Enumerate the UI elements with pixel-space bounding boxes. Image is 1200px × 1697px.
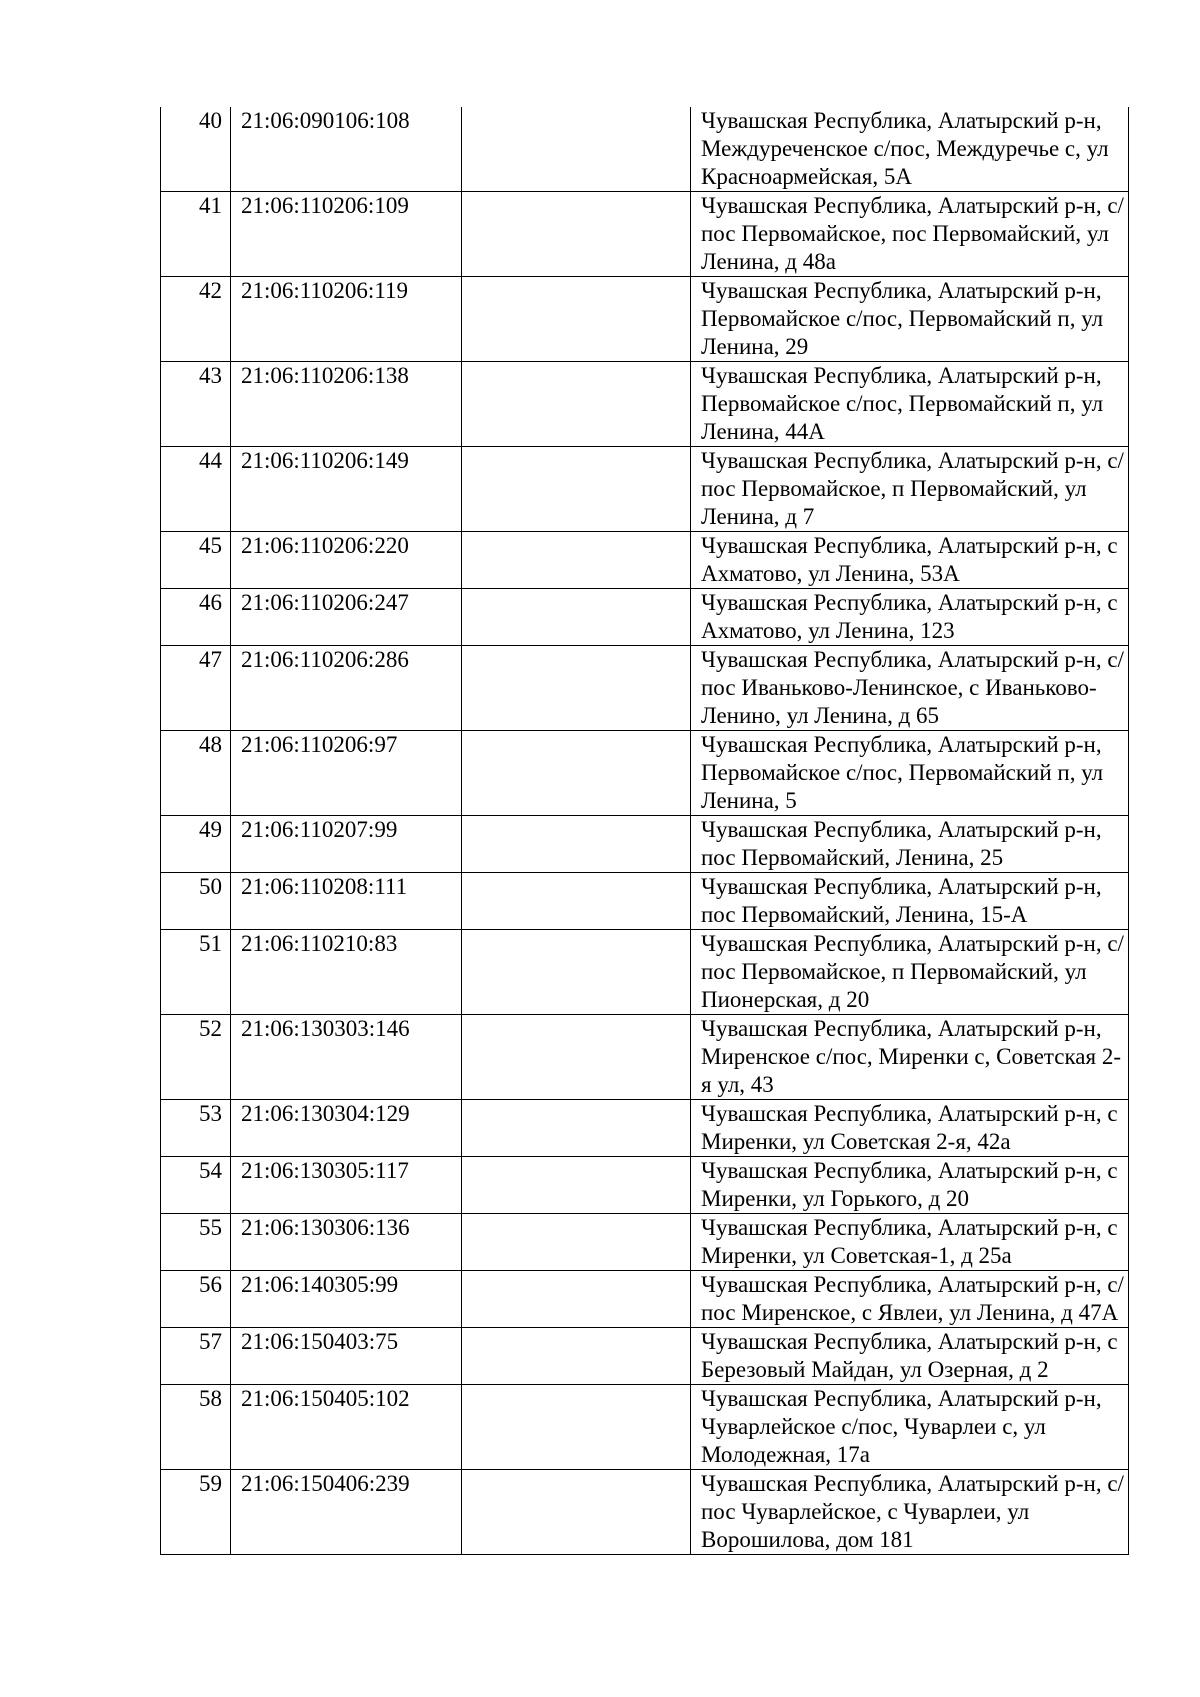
table-row (161, 1015, 1129, 1100)
row-number-cell: 45 (161, 532, 231, 589)
table-row (161, 873, 1129, 930)
table-row (161, 192, 1129, 277)
cadastral-number-cell: 21:06:110206:149 (231, 447, 462, 532)
empty-cell (462, 532, 691, 589)
cadastral-number-cell: 21:06:110206:220 (231, 532, 462, 589)
row-number-cell: 43 (161, 362, 231, 447)
row-number-cell: 42 (161, 277, 231, 362)
cadastral-number-cell: 21:06:110206:247 (231, 589, 462, 646)
empty-cell (462, 930, 691, 1015)
empty-cell (462, 362, 691, 447)
address-cell: Чувашская Республика, Алатырский р-н, с/пос Первомайское, п Первомайский, ул Ленина, д 7 (691, 447, 1129, 532)
empty-cell (462, 192, 691, 277)
cadastral-number-cell: 21:06:110210:83 (231, 930, 462, 1015)
table-row (161, 646, 1129, 731)
cadastral-number-cell: 21:06:130304:129 (231, 1100, 462, 1157)
empty-cell (462, 1328, 691, 1385)
address-cell: Чувашская Республика, Алатырский р-н, с/пос Первомайское, п Первомайский, ул Пионерская, д 20 (691, 930, 1129, 1015)
table-row (161, 1271, 1129, 1328)
address-cell: Чувашская Республика, Алатырский р-н, с Миренки, ул Советская-1, д 25а (691, 1214, 1129, 1271)
row-number-cell: 40 (161, 107, 231, 192)
row-number-cell: 53 (161, 1100, 231, 1157)
row-number-cell: 54 (161, 1157, 231, 1214)
address-cell: Чувашская Республика, Алатырский р-н, Чуварлейское с/пос, Чуварлеи с, ул Молодежная, 17а (691, 1385, 1129, 1470)
empty-cell (462, 589, 691, 646)
address-cell: Чувашская Республика, Алатырский р-н, с Миренки, ул Горького, д 20 (691, 1157, 1129, 1214)
row-number-cell: 52 (161, 1015, 231, 1100)
cadastral-number-cell: 21:06:150403:75 (231, 1328, 462, 1385)
address-cell: Чувашская Республика, Алатырский р-н, с Миренки, ул Советская 2-я, 42а (691, 1100, 1129, 1157)
table-row (161, 1214, 1129, 1271)
cadastral-number-cell: 21:06:110206:119 (231, 277, 462, 362)
empty-cell (462, 1100, 691, 1157)
row-number-cell: 58 (161, 1385, 231, 1470)
address-cell: Чувашская Республика, Алатырский р-н, Первомайское с/пос, Первомайский п, ул Ленина, 5 (691, 731, 1129, 816)
empty-cell (462, 277, 691, 362)
address-cell: Чувашская Республика, Алатырский р-н, пос Первомайский, Ленина, 25 (691, 816, 1129, 873)
empty-cell (462, 816, 691, 873)
cadastral-number-cell: 21:06:110207:99 (231, 816, 462, 873)
cadastral-number-cell: 21:06:110206:138 (231, 362, 462, 447)
row-number-cell: 48 (161, 731, 231, 816)
empty-cell (462, 1271, 691, 1328)
table-row (161, 362, 1129, 447)
cadastral-number-cell: 21:06:110206:109 (231, 192, 462, 277)
address-cell: Чувашская Республика, Алатырский р-н, Первомайское с/пос, Первомайский п, ул Ленина, 29 (691, 277, 1129, 362)
row-number-cell: 47 (161, 646, 231, 731)
cadastral-number-cell: 21:06:110206:97 (231, 731, 462, 816)
address-cell: Чувашская Республика, Алатырский р-н, пос Первомайский, Ленина, 15-А (691, 873, 1129, 930)
table-row (161, 532, 1129, 589)
cadastral-number-cell: 21:06:110208:111 (231, 873, 462, 930)
row-number-cell: 41 (161, 192, 231, 277)
row-number-cell: 44 (161, 447, 231, 532)
cadastral-number-cell: 21:06:130303:146 (231, 1015, 462, 1100)
empty-cell (462, 1470, 691, 1555)
row-number-cell: 55 (161, 1214, 231, 1271)
address-cell: Чувашская Республика, Алатырский р-н, Первомайское с/пос, Первомайский п, ул Ленина, 44А (691, 362, 1129, 447)
cadastral-number-cell: 21:06:130305:117 (231, 1157, 462, 1214)
empty-cell (462, 1157, 691, 1214)
empty-cell (462, 731, 691, 816)
address-cell: Чувашская Республика, Алатырский р-н, с/пос Миренское, с Явлеи, ул Ленина, д 47А (691, 1271, 1129, 1328)
cadastral-number-cell: 21:06:150406:239 (231, 1470, 462, 1555)
row-number-cell: 57 (161, 1328, 231, 1385)
address-cell: Чувашская Республика, Алатырский р-н, с/пос Чуварлейское, с Чуварлеи, ул Ворошилова, дом 181 (691, 1470, 1129, 1555)
table-row (161, 107, 1129, 192)
table-row (161, 1100, 1129, 1157)
table-row (161, 930, 1129, 1015)
cadastral-number-cell: 21:06:150405:102 (231, 1385, 462, 1470)
table-row (161, 1157, 1129, 1214)
table-row (161, 1385, 1129, 1470)
document-page (160, 107, 1128, 1555)
empty-cell (462, 1385, 691, 1470)
table-row (161, 447, 1129, 532)
empty-cell (462, 873, 691, 930)
address-cell: Чувашская Республика, Алатырский р-н, Междуреченское с/пос, Междуречье с, ул Красноармейская, 5А (691, 107, 1129, 192)
row-number-cell: 49 (161, 816, 231, 873)
cadastral-number-cell: 21:06:110206:286 (231, 646, 462, 731)
row-number-cell: 59 (161, 1470, 231, 1555)
row-number-cell: 51 (161, 930, 231, 1015)
table-row (161, 277, 1129, 362)
table-row (161, 589, 1129, 646)
address-cell: Чувашская Республика, Алатырский р-н, с Березовый Майдан, ул Озерная, д 2 (691, 1328, 1129, 1385)
row-number-cell: 46 (161, 589, 231, 646)
empty-cell (462, 1214, 691, 1271)
table-row (161, 1328, 1129, 1385)
empty-cell (462, 646, 691, 731)
address-cell: Чувашская Республика, Алатырский р-н, с/пос Иваньково-Ленинское, с Иваньково-Ленино, ул Ленина, д 65 (691, 646, 1129, 731)
empty-cell (462, 447, 691, 532)
address-cell: Чувашская Республика, Алатырский р-н, Миренское с/пос, Миренки с, Советская 2-я ул, 43 (691, 1015, 1129, 1100)
table-body (161, 107, 1129, 1555)
row-number-cell: 50 (161, 873, 231, 930)
address-cell: Чувашская Республика, Алатырский р-н, с Ахматово, ул Ленина, 123 (691, 589, 1129, 646)
row-number-cell: 56 (161, 1271, 231, 1328)
cadastral-number-cell: 21:06:140305:99 (231, 1271, 462, 1328)
address-cell: Чувашская Республика, Алатырский р-н, с/пос Первомайское, пос Первомайский, ул Ленина, д 48а (691, 192, 1129, 277)
empty-cell (462, 107, 691, 192)
empty-cell (462, 1015, 691, 1100)
table-row (161, 731, 1129, 816)
property-table (160, 107, 1129, 1555)
cadastral-number-cell: 21:06:090106:108 (231, 107, 462, 192)
address-cell: Чувашская Республика, Алатырский р-н, с Ахматово, ул Ленина, 53А (691, 532, 1129, 589)
table-row (161, 816, 1129, 873)
table-row (161, 1470, 1129, 1555)
cadastral-number-cell: 21:06:130306:136 (231, 1214, 462, 1271)
